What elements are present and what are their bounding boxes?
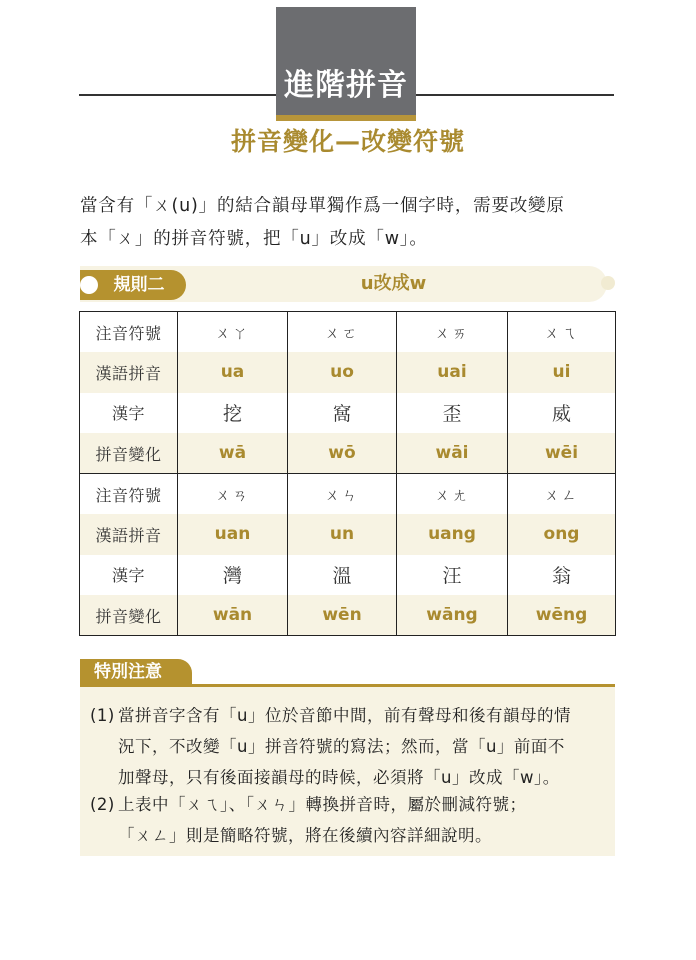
table-row — [80, 514, 616, 555]
change-cell: wēng — [508, 595, 616, 636]
row-label-zhuyin: 注音符號 — [80, 474, 178, 515]
header-box-accent — [276, 115, 416, 121]
page-title: 進階拼音 — [284, 68, 408, 103]
note-line: 當拼音字含有「u」位於音節中間，前有聲母和後有韻母的情 — [118, 706, 571, 725]
intro-paragraph — [80, 190, 620, 256]
note-line: 上表中「ㄨㄟ」、「ㄨㄣ」轉換拼音時，屬於刪減符號； — [118, 795, 527, 814]
zhuyin-cell: ㄨㄟ — [508, 312, 616, 353]
pinyin-table — [79, 311, 616, 636]
note-item-2 — [90, 789, 608, 851]
hanzi-cell: 歪 — [397, 393, 508, 434]
pinyin-cell: uai — [397, 352, 508, 393]
hanzi-cell: 挖 — [178, 393, 288, 434]
zhuyin-cell: ㄨㄚ — [178, 312, 288, 353]
pinyin-cell: ui — [508, 352, 616, 393]
zhuyin-cell: ㄨㄢ — [178, 474, 288, 515]
header-rule-right — [416, 94, 614, 96]
rule-tag-label: 規則二 — [113, 275, 165, 295]
note-number: (1) — [90, 706, 115, 725]
header-rule-left — [79, 94, 276, 96]
change-cell: wāng — [397, 595, 508, 636]
table-row — [80, 595, 616, 636]
intro-line-1: 當含有「ㄨ(u)」的結合韻母單獨作爲一個字時，需要改變原 — [80, 196, 565, 216]
change-cell: wēi — [508, 433, 616, 474]
zhuyin-cell: ㄨㄤ — [397, 474, 508, 515]
change-cell: wēn — [288, 595, 397, 636]
row-label-zhuyin: 注音符號 — [80, 312, 178, 353]
notes-tag: 特別注意 — [80, 659, 192, 686]
pinyin-cell: uo — [288, 352, 397, 393]
table-row — [80, 352, 616, 393]
change-cell: wā — [178, 433, 288, 474]
rule-banner-dot — [601, 276, 615, 290]
zhuyin-cell: ㄨㄣ — [288, 474, 397, 515]
zhuyin-cell: ㄨㄞ — [397, 312, 508, 353]
pinyin-cell: ong — [508, 514, 616, 555]
hanzi-cell: 翁 — [508, 555, 616, 596]
change-cell: wō — [288, 433, 397, 474]
row-label-change: 拼音變化 — [80, 595, 178, 636]
hanzi-cell: 汪 — [397, 555, 508, 596]
row-label-pinyin: 漢語拼音 — [80, 352, 178, 393]
pinyin-cell: ua — [178, 352, 288, 393]
row-label-change: 拼音變化 — [80, 433, 178, 474]
zhuyin-cell: ㄨㄛ — [288, 312, 397, 353]
note-line: 「ㄨㄥ」則是簡略符號，將在後續內容詳細說明。 — [118, 826, 492, 845]
table-row — [80, 433, 616, 474]
pinyin-cell: uan — [178, 514, 288, 555]
table-row — [80, 474, 616, 515]
note-line: 加聲母，只有後面接韻母的時候，必須將「u」改成「w」。 — [118, 768, 560, 787]
note-number: (2) — [90, 795, 115, 814]
page-subtitle: 拼音變化—改變符號 — [230, 127, 465, 156]
row-label-pinyin: 漢語拼音 — [80, 514, 178, 555]
intro-line-2: 本「ㄨ」的拼音符號，把「u」改成「w」。 — [80, 229, 428, 249]
change-cell: wān — [178, 595, 288, 636]
change-cell: wāi — [397, 433, 508, 474]
hanzi-cell: 窩 — [288, 393, 397, 434]
table-row — [80, 393, 616, 434]
zhuyin-cell: ㄨㄥ — [508, 474, 616, 515]
hanzi-cell: 溫 — [288, 555, 397, 596]
pinyin-cell: uang — [397, 514, 508, 555]
row-label-hanzi: 漢字 — [80, 393, 178, 434]
note-item-1 — [90, 700, 608, 793]
table-row — [80, 312, 616, 353]
pinyin-cell: un — [288, 514, 397, 555]
table-row — [80, 555, 616, 596]
row-label-hanzi: 漢字 — [80, 555, 178, 596]
hanzi-cell: 灣 — [178, 555, 288, 596]
hanzi-cell: 威 — [508, 393, 616, 434]
rule-title: u改成w — [360, 273, 427, 294]
note-line: 況下，不改變「u」拼音符號的寫法；然而，當「u」前面不 — [118, 737, 565, 756]
